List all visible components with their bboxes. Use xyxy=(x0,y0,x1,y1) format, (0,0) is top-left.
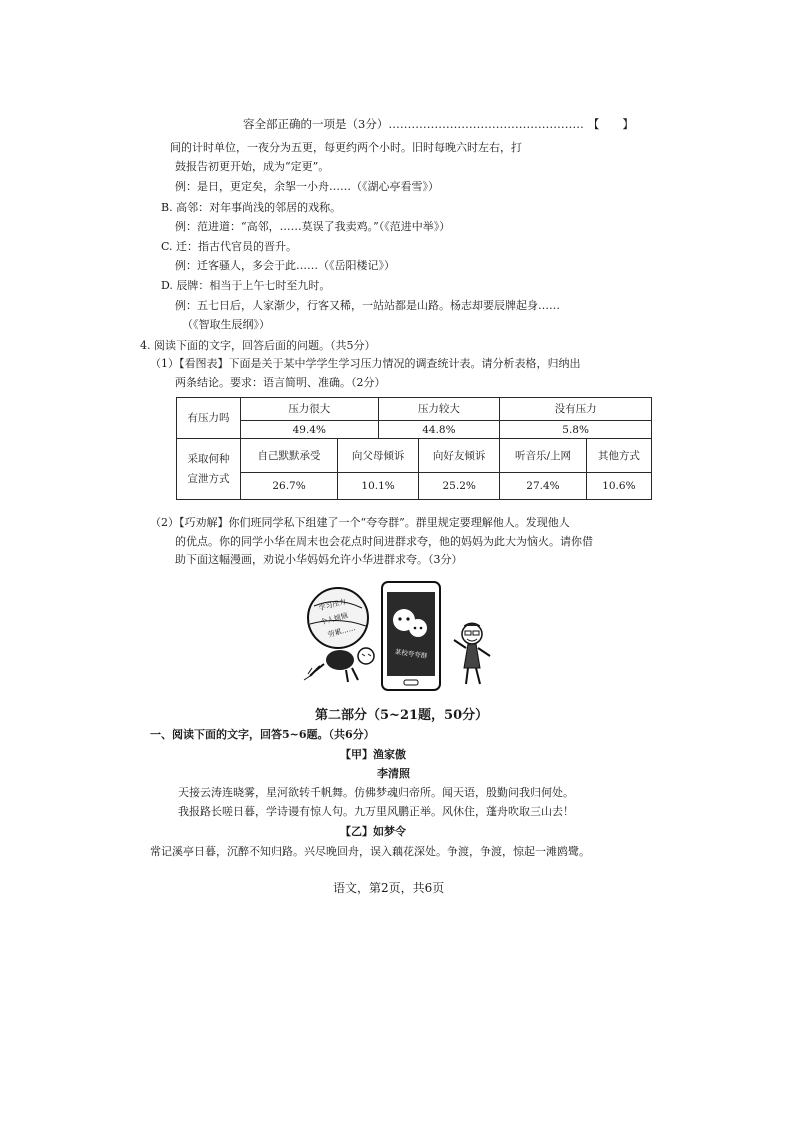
table-cell-method-other: 10.6% xyxy=(586,473,651,500)
q3-stem-text: 容全部正确的一项是（3分）…………………………………………… xyxy=(243,117,584,131)
poem-b-line1: 常记溪亭日暮，沉醉不知归路。兴尽晚回舟，误入藕花深处。争渡，争渡，惊起一滩鸥鹭。 xyxy=(150,845,590,858)
burden-ball-icon xyxy=(308,588,368,648)
poem-b-title: 【乙】如梦令 xyxy=(340,825,406,838)
part2-intro: 一、阅读下面的文字，回答5~6题。（共6分） xyxy=(150,728,375,741)
table-cell-pressure-high: 49.4% xyxy=(241,421,379,438)
table-cell-pressure-medium: 44.8% xyxy=(378,421,500,438)
table-row-label-method xyxy=(177,438,241,499)
poem-a-line2: 我报路长嗟日暮，学诗谩有惊人句。九万里风鹏正举。风休住，蓬舟吹取三山去！ xyxy=(178,805,574,818)
table-cell-method-parents: 10.1% xyxy=(338,473,419,500)
poem-a-title: 【甲】渔家傲 xyxy=(340,748,406,761)
poem-a-author: 李清照 xyxy=(377,767,410,780)
q3-option-d-definition: D. 辰牌：相当于上午七时至九时。 xyxy=(161,279,331,292)
q3-option-a-line2: 鼓报告初更开始，成为“定更”。 xyxy=(175,160,330,173)
table-header-pressure-high: 压力很大 xyxy=(241,398,379,421)
svg-text:劳累……: 劳累…… xyxy=(327,624,357,640)
happy-student-icon xyxy=(454,623,490,684)
q4-part1-line2: 两条结论。要求：语言简明、准确。（2分） xyxy=(175,376,386,389)
crushed-student-icon xyxy=(304,648,374,682)
q4-part2-line1: （2）【巧劝解】你们班同学私下组建了一个“夸夸群”。群里规定要理解他人。发现他人 xyxy=(150,516,570,529)
table-row-label-pressure: 有压力吗 xyxy=(177,398,241,439)
table-header-method-other: 其他方式 xyxy=(586,438,651,473)
survey-table xyxy=(176,397,652,500)
table-cell-method-friends: 25.2% xyxy=(419,473,500,500)
table-row-label-method-line1: 采取何种 xyxy=(187,452,230,465)
poem-a-line1: 天接云涛连晓雾，星河欲转千帆舞。仿佛梦魂归帝所。闻天语，殷勤问我归何处。 xyxy=(178,786,574,799)
q3-option-b-definition: B. 高邻：对年事尚浅的邻居的戏称。 xyxy=(161,201,342,214)
q3-stem xyxy=(243,116,634,132)
q3-option-c-example: 例：迁客骚人，多会于此……（《岳阳楼记》） xyxy=(175,259,395,272)
table-header-method-friends: 向好友倾诉 xyxy=(419,438,500,473)
q4-title: 4. 阅读下面的文字，回答后面的问题。（共5分） xyxy=(140,339,376,352)
phone-icon xyxy=(382,582,440,690)
page-footer: 语文，第2页，共6页 xyxy=(333,881,445,895)
q3-option-a-line1: 间的计时单位，一夜分为五更，每更约两个小时。旧时每晚六时左右，打 xyxy=(170,141,522,154)
table-cell-method-music: 27.4% xyxy=(500,473,587,500)
q3-option-c-definition: C. 迁：指古代官员的晋升。 xyxy=(161,240,298,253)
svg-text:学习压力: 学习压力 xyxy=(317,597,348,613)
table-cell-pressure-none: 5.8% xyxy=(500,421,652,438)
table-header-method-parents: 向父母倾诉 xyxy=(338,438,419,473)
q4-part2-line2: 的优点。你的同学小华在周末也会花点时间进群求夸，他的妈妈为此大为恼火。请你借 xyxy=(175,535,593,548)
part2-title: 第二部分（5~21题，50分） xyxy=(315,708,489,723)
table-row-label-method-line2: 宣泄方式 xyxy=(187,472,230,485)
table-header-method-music: 听音乐/上网 xyxy=(500,438,587,473)
q3-option-b-example: 例：范进道：“高邻，……莫误了我卖鸡。”（《范进中举》） xyxy=(175,220,451,233)
answer-bracket: 【 】 xyxy=(587,117,634,131)
q4-part1-line1: （1）【看图表】下面是关于某中学学生学习压力情况的调查统计表。请分析表格，归纳出 xyxy=(150,357,581,370)
table-cell-method-self: 26.7% xyxy=(241,473,338,500)
table-header-pressure-none: 没有压力 xyxy=(500,398,652,421)
q3-option-d-example: 例：五七日后，人家渐少，行客又稀，一站站都是山路。杨志却要辰牌起身…… xyxy=(175,299,560,312)
q3-option-d-source: （《智取生辰纲》） xyxy=(182,318,270,331)
cartoon-illustration xyxy=(300,576,500,694)
table-header-pressure-medium: 压力较大 xyxy=(378,398,500,421)
svg-text:个人烦恼: 个人烦恼 xyxy=(319,611,349,627)
svg-text:某校夸夸群: 某校夸夸群 xyxy=(394,647,428,661)
q3-option-a-example: 例：是日，更定矣，余挐一小舟……（《湖心亭看雪》） xyxy=(175,180,439,193)
table-header-method-self: 自己默默承受 xyxy=(241,438,338,473)
q4-part2-line3: 助下面这幅漫画，劝说小华妈妈允许小华进群求夸。（3分） xyxy=(175,553,463,566)
